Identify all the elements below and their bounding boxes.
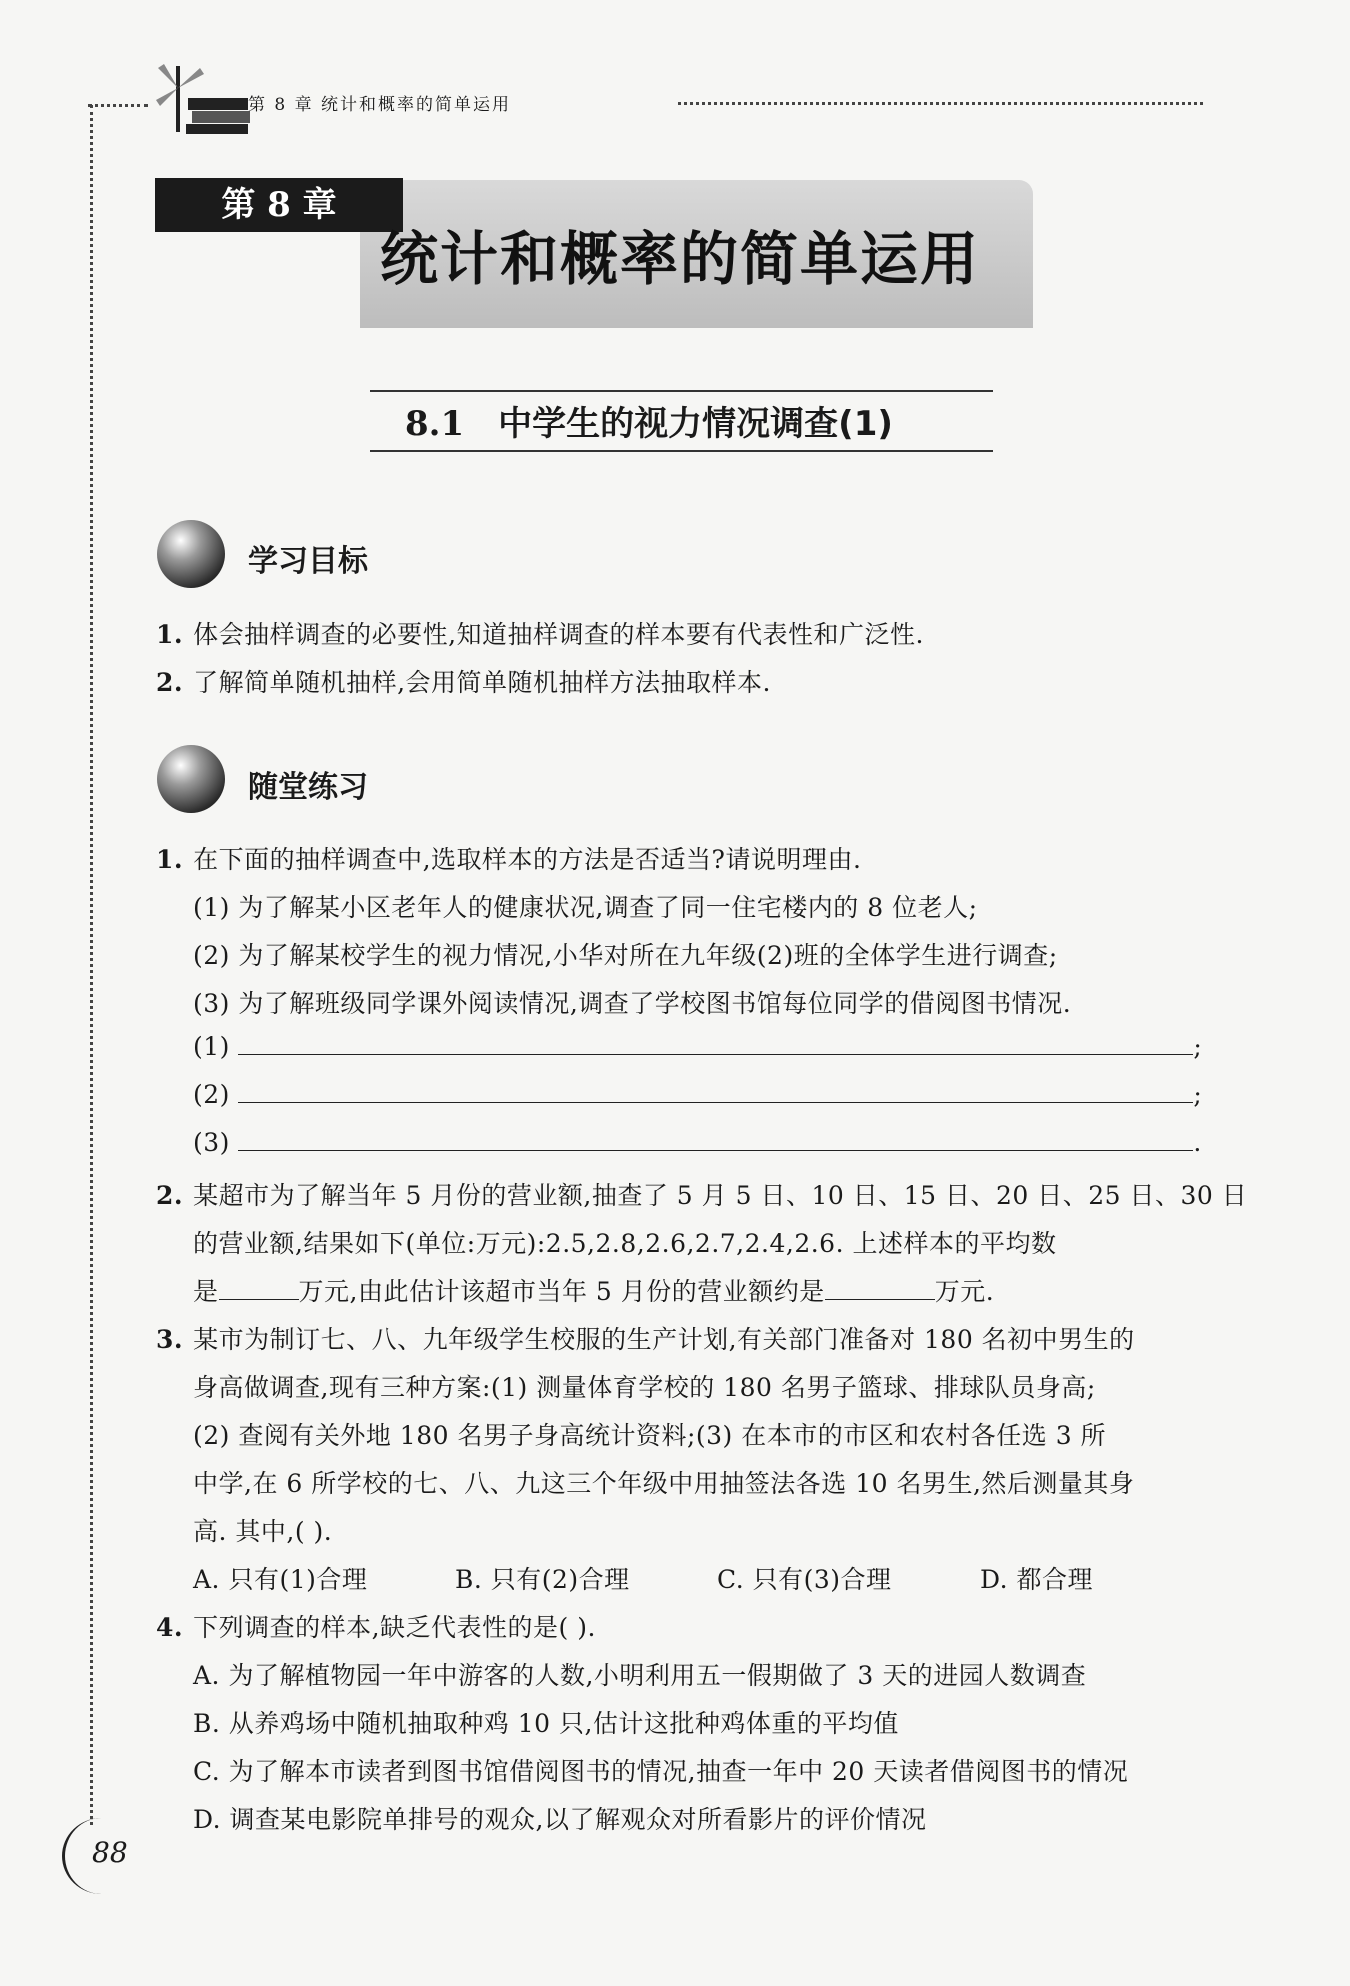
turnover-blank[interactable] [825, 1299, 935, 1300]
answer-blank[interactable] [238, 1150, 1193, 1151]
question-number: 3. [156, 1325, 184, 1354]
question-4 [156, 1608, 596, 1644]
answer-line [193, 1080, 1202, 1109]
answer-line [193, 1032, 1202, 1061]
margin-dotted-line [90, 105, 93, 1825]
option-c[interactable]: C. 为了解本市读者到图书馆借阅图书的情况,抽查一年中 20 天读者借阅图书的情况 [193, 1757, 1129, 1786]
text-fragment: 是 [193, 1277, 219, 1306]
average-blank[interactable] [219, 1299, 299, 1300]
section-number: 8.1 [405, 404, 465, 444]
objective-item [156, 663, 771, 699]
question-3 [156, 1320, 1135, 1356]
question-text: (2) 查阅有关外地 180 名男子身高统计资料;(3) 在本市的市区和农村各任选 3 所 [193, 1421, 1107, 1450]
question-stem: 在下面的抽样调查中,选取样本的方法是否适当?请说明理由. [193, 845, 862, 874]
question-number: 2. [156, 1181, 184, 1210]
question-part: (2) 为了解某校学生的视力情况,小华对所在九年级(2)班的全体学生进行调查; [193, 941, 1058, 970]
question-text: 某市为制订七、八、九年级学生校服的生产计划,有关部门准备对 180 名初中男生的 [193, 1325, 1135, 1354]
answer-line [193, 1128, 1202, 1157]
item-number: 1. [156, 620, 184, 649]
section-title [405, 396, 893, 445]
question-text: 某超市为了解当年 5 月份的营业额,抽查了 5 月 5 日、10 日、15 日、20 日、25 日、30 日 [193, 1181, 1248, 1210]
chapter-label: 第 8 章 [155, 178, 403, 232]
question-text: 的营业额,结果如下(单位:万元):2.5,2.8,2.6,2.7,2.4,2.6. 上述样本的平均数 [193, 1229, 1057, 1258]
books-windmill-icon [148, 58, 258, 138]
answer-end: ; [1193, 1032, 1203, 1061]
option-d[interactable]: D. 都合理 [980, 1565, 1094, 1594]
globe-sphere-icon [157, 745, 225, 813]
answer-end: . [1193, 1128, 1202, 1157]
option-a[interactable]: A. 只有(1)合理 [193, 1565, 368, 1594]
option-b[interactable]: B. 从养鸡场中随机抽取种鸡 10 只,估计这批种鸡体重的平均值 [193, 1709, 899, 1738]
question-2 [156, 1176, 1247, 1212]
chapter-title: 统计和概率的简单运用 [380, 225, 981, 293]
option-a[interactable]: A. 为了解植物园一年中游客的人数,小明利用五一假期做了 3 天的进园人数调查 [193, 1661, 1087, 1690]
page-number: 88 [92, 1836, 128, 1869]
answer-label: (1) [193, 1032, 230, 1061]
item-text: 体会抽样调查的必要性,知道抽样调查的样本要有代表性和广泛性. [193, 620, 925, 649]
practice-heading: 随堂练习 [248, 770, 368, 805]
question-stem: 下列调查的样本,缺乏代表性的是( ). [193, 1613, 596, 1642]
header-dotted-rule [678, 102, 1203, 105]
objective-item [156, 615, 924, 651]
section-title-text: 中学生的视力情况调查(1) [498, 404, 893, 444]
question-number: 4. [156, 1613, 184, 1642]
question-text: 身高做调查,现有三种方案:(1) 测量体育学校的 180 名男子篮球、排球队员身高; [193, 1373, 1096, 1402]
option-b[interactable]: B. 只有(2)合理 [455, 1565, 630, 1594]
header-dotted-rule [88, 104, 148, 107]
answer-label: (3) [193, 1128, 230, 1157]
answer-blank[interactable] [238, 1102, 1193, 1103]
section-rule [370, 390, 993, 392]
text-fragment: 万元. [934, 1277, 995, 1306]
option-c[interactable]: C. 只有(3)合理 [717, 1565, 892, 1594]
question-part: (3) 为了解班级同学课外阅读情况,调查了学校图书馆每位同学的借阅图书情况. [193, 989, 1072, 1018]
question-text-with-blanks [193, 1272, 994, 1308]
answer-end: ; [1193, 1080, 1203, 1109]
question-text: 中学,在 6 所学校的七、八、九这三个年级中用抽签法各选 10 名男生,然后测量其身 [193, 1469, 1135, 1498]
question-number: 1. [156, 845, 184, 874]
item-number: 2. [156, 668, 184, 697]
question-text: 高. 其中,( ). [193, 1517, 333, 1546]
sphere-icon [157, 520, 225, 588]
objectives-heading: 学习目标 [248, 544, 368, 579]
item-text: 了解简单随机抽样,会用简单随机抽样方法抽取样本. [193, 668, 772, 697]
question-1 [156, 840, 861, 876]
question-part: (1) 为了解某小区老年人的健康状况,调查了同一住宅楼内的 8 位老人; [193, 893, 978, 922]
answer-label: (2) [193, 1080, 230, 1109]
running-header [88, 90, 1208, 120]
answer-blank[interactable] [238, 1054, 1193, 1055]
running-title: 第 8 章 统计和概率的简单运用 [248, 95, 512, 115]
section-rule [370, 450, 993, 452]
text-fragment: 万元,由此估计该超市当年 5 月份的营业额约是 [298, 1277, 825, 1306]
option-d[interactable]: D. 调查某电影院单排号的观众,以了解观众对所看影片的评价情况 [193, 1805, 927, 1834]
